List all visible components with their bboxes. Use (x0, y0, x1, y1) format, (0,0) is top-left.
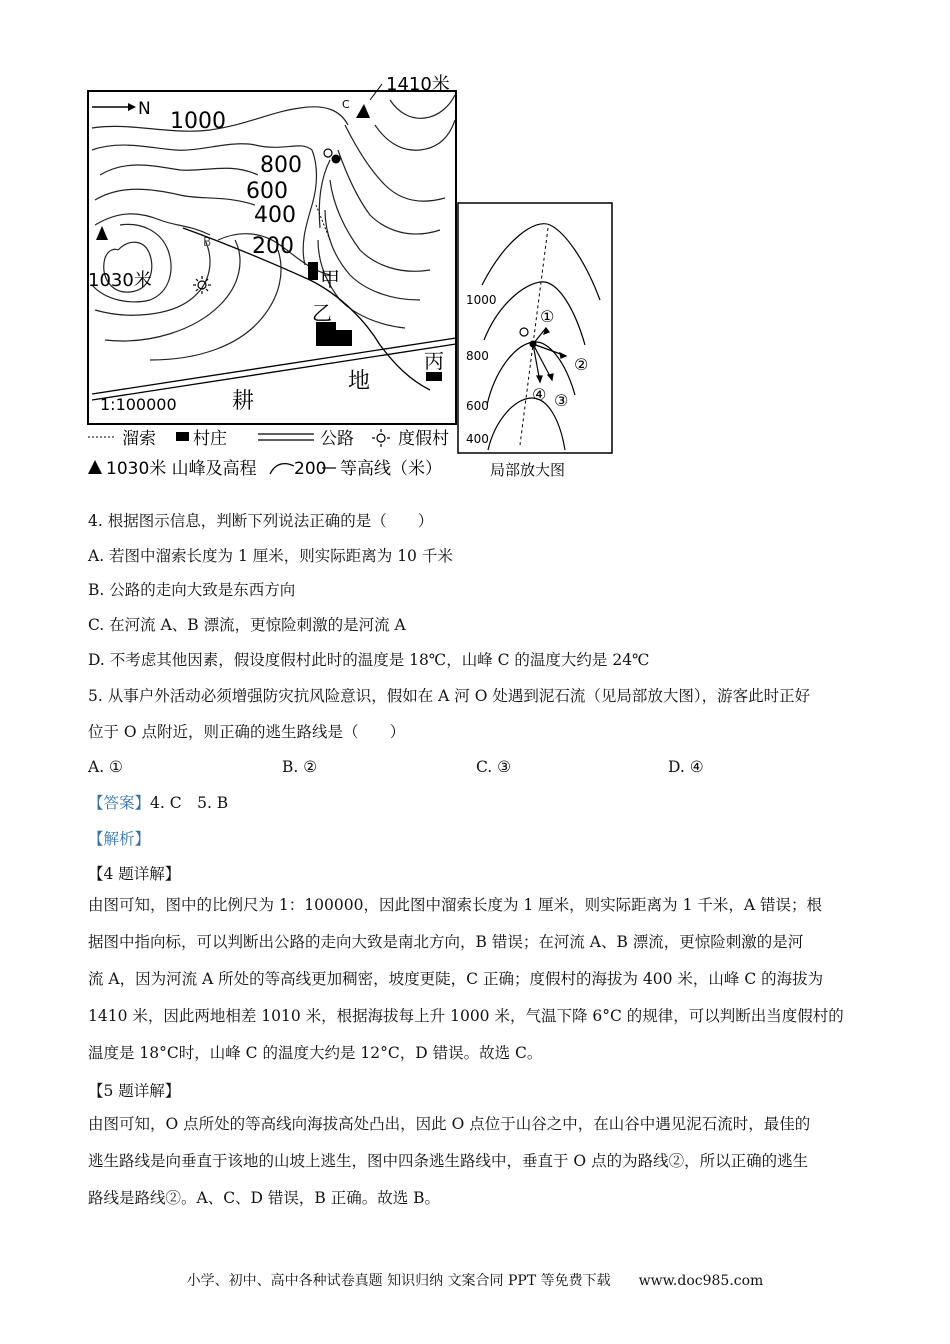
detail-5-heading: 【5 题详解】 (88, 1082, 181, 1100)
main-map (88, 74, 456, 424)
detail-5-body (88, 1106, 863, 1217)
detail-4-body (88, 887, 863, 1072)
contour-label-600: 600 (246, 179, 288, 204)
answer-row (88, 793, 228, 813)
village-jia-label: 甲 (320, 267, 340, 291)
route-4-label: ④ (532, 385, 547, 404)
legend-peak-icon (88, 460, 102, 474)
legend-village-icon (176, 432, 189, 441)
route-1-label: ① (540, 307, 555, 326)
question-5-option-a: A. ① (88, 758, 123, 776)
inset-map (458, 203, 612, 479)
village-jia-icon (308, 262, 318, 280)
question-5-option-d: D. ④ (668, 758, 704, 776)
legend-resort: 度假村 (398, 429, 449, 449)
inset-label-1000: 1000 (466, 293, 497, 307)
question-4-option-b: B. 公路的走向大致是东西方向 (88, 581, 296, 599)
question-5-option-c: C. ③ (476, 758, 512, 776)
legend-contour-sample: 200 (294, 459, 327, 479)
peak-west-height: 1030米 (88, 270, 152, 291)
contour-label-1000: 1000 (170, 109, 226, 134)
question-4-option-a: A. 若图中溜索长度为 1 厘米，则实际距离为 10 千米 (88, 547, 453, 565)
peak-c-label: C (342, 98, 350, 111)
contour-label-800: 800 (260, 153, 302, 178)
contour-label-400: 400 (254, 203, 296, 228)
detail-4-line: 由图可知，图中的比例尺为 1：100000，因此图中溜索长度为 1 厘米，则实际距离为 1 千米，A 错误；根 (88, 896, 823, 914)
detail-5-line: 逃生路线是向垂直于该地的山坡上逃生，图中四条逃生路线中，垂直于 O 点的为路线②，所以正确的逃生 (88, 1152, 809, 1170)
route-2-label: ② (574, 355, 589, 374)
detail-5-line: 路线是路线②。A、C、D 错误，B 正确。故选 B。 (88, 1189, 441, 1207)
legend-road-icon (258, 434, 314, 440)
point-dot-icon (332, 155, 341, 164)
question-4-option-d: D. 不考虑其他因素，假设度假村此时的温度是 18℃，山峰 C 的温度大约是 24℃ (88, 651, 650, 669)
contour-label-200: 200 (252, 234, 294, 259)
village-yi-label: 乙 (312, 301, 332, 325)
answer-text: 4. C 5. B (150, 794, 229, 812)
topographic-map-figure (0, 0, 950, 490)
detail-4-line: 1410 米，因此两地相差 1010 米，根据海拔每上升 1000 米，气温下降 6°C 的规律，可以判断出当度假村的 (88, 1007, 844, 1025)
question-5-line-1: 5. 从事户外活动必须增强防灾抗风险意识，假如在 A 河 O 处遇到泥石流（见局部放大图），游客此时正好 (88, 687, 811, 705)
river-b-label: B (203, 235, 212, 249)
detail-5-line: 由图可知，O 点所处的等高线向海拔高处凸出，因此 O 点位于山谷之中，在山谷中遇见泥石流时，最佳的 (88, 1115, 811, 1133)
inset-point-o-icon (520, 328, 528, 336)
detail-4-line: 流 A，因为河流 A 所处的等高线更加稠密，坡度更陡，C 正确；度假村的海拔为 400 米，山峰 C 的海拔为 (88, 970, 824, 988)
analysis-label: 【解析】 (88, 830, 151, 848)
question-5-line-2: 位于 O 点附近，则正确的逃生路线是（ ） (88, 723, 406, 741)
legend-road: 公路 (320, 429, 354, 449)
question-5-option-b: B. ② (282, 758, 318, 776)
inset-caption: 局部放大图 (490, 461, 566, 479)
legend-contour: 等高线（米） (340, 459, 442, 479)
detail-4-line: 据图中指向标，可以判断出公路的走向大致是南北方向，B 错误；在河流 A、B 漂流，更惊险刺激的是河 (88, 933, 804, 951)
answer-label: 【答案】 (88, 794, 151, 812)
legend-village: 村庄 (193, 429, 227, 449)
question-4: 4. 根据图示信息，判断下列说法正确的是（ ） (88, 512, 434, 530)
inset-label-400: 400 (466, 432, 489, 446)
question-4-option-c: C. 在河流 A、B 漂流，更惊险刺激的是河流 A (88, 616, 406, 634)
north-label: N (138, 99, 151, 119)
legend-contour-icon (270, 464, 294, 474)
point-o-icon (324, 149, 332, 157)
detail-4-line: 温度是 18°C时，山峰 C 的温度大约是 12°C，D 错误。故选 C。 (88, 1044, 543, 1062)
farmland-label-2: 耕 (232, 389, 255, 414)
inset-label-600: 600 (466, 399, 489, 413)
village-bing-label: 丙 (424, 349, 444, 373)
map-scale: 1:100000 (100, 395, 177, 414)
page-footer: 小学、初中、高中各种试卷真题 知识归纳 文案合同 PPT 等免费下载 www.doc985.com (186, 1273, 764, 1289)
inset-label-800: 800 (466, 349, 489, 363)
map-legend (88, 429, 449, 479)
legend-resort-icon (372, 429, 390, 447)
farmland-label-1: 地 (348, 369, 371, 394)
village-bing-icon (426, 372, 442, 381)
legend-cableway: 溜索 (122, 429, 156, 449)
peak-c-height: 1410米 (386, 74, 450, 95)
detail-4-heading: 【4 题详解】 (88, 865, 181, 883)
route-3-label: ③ (554, 391, 569, 410)
legend-peak: 1030米 山峰及高程 (106, 459, 257, 479)
